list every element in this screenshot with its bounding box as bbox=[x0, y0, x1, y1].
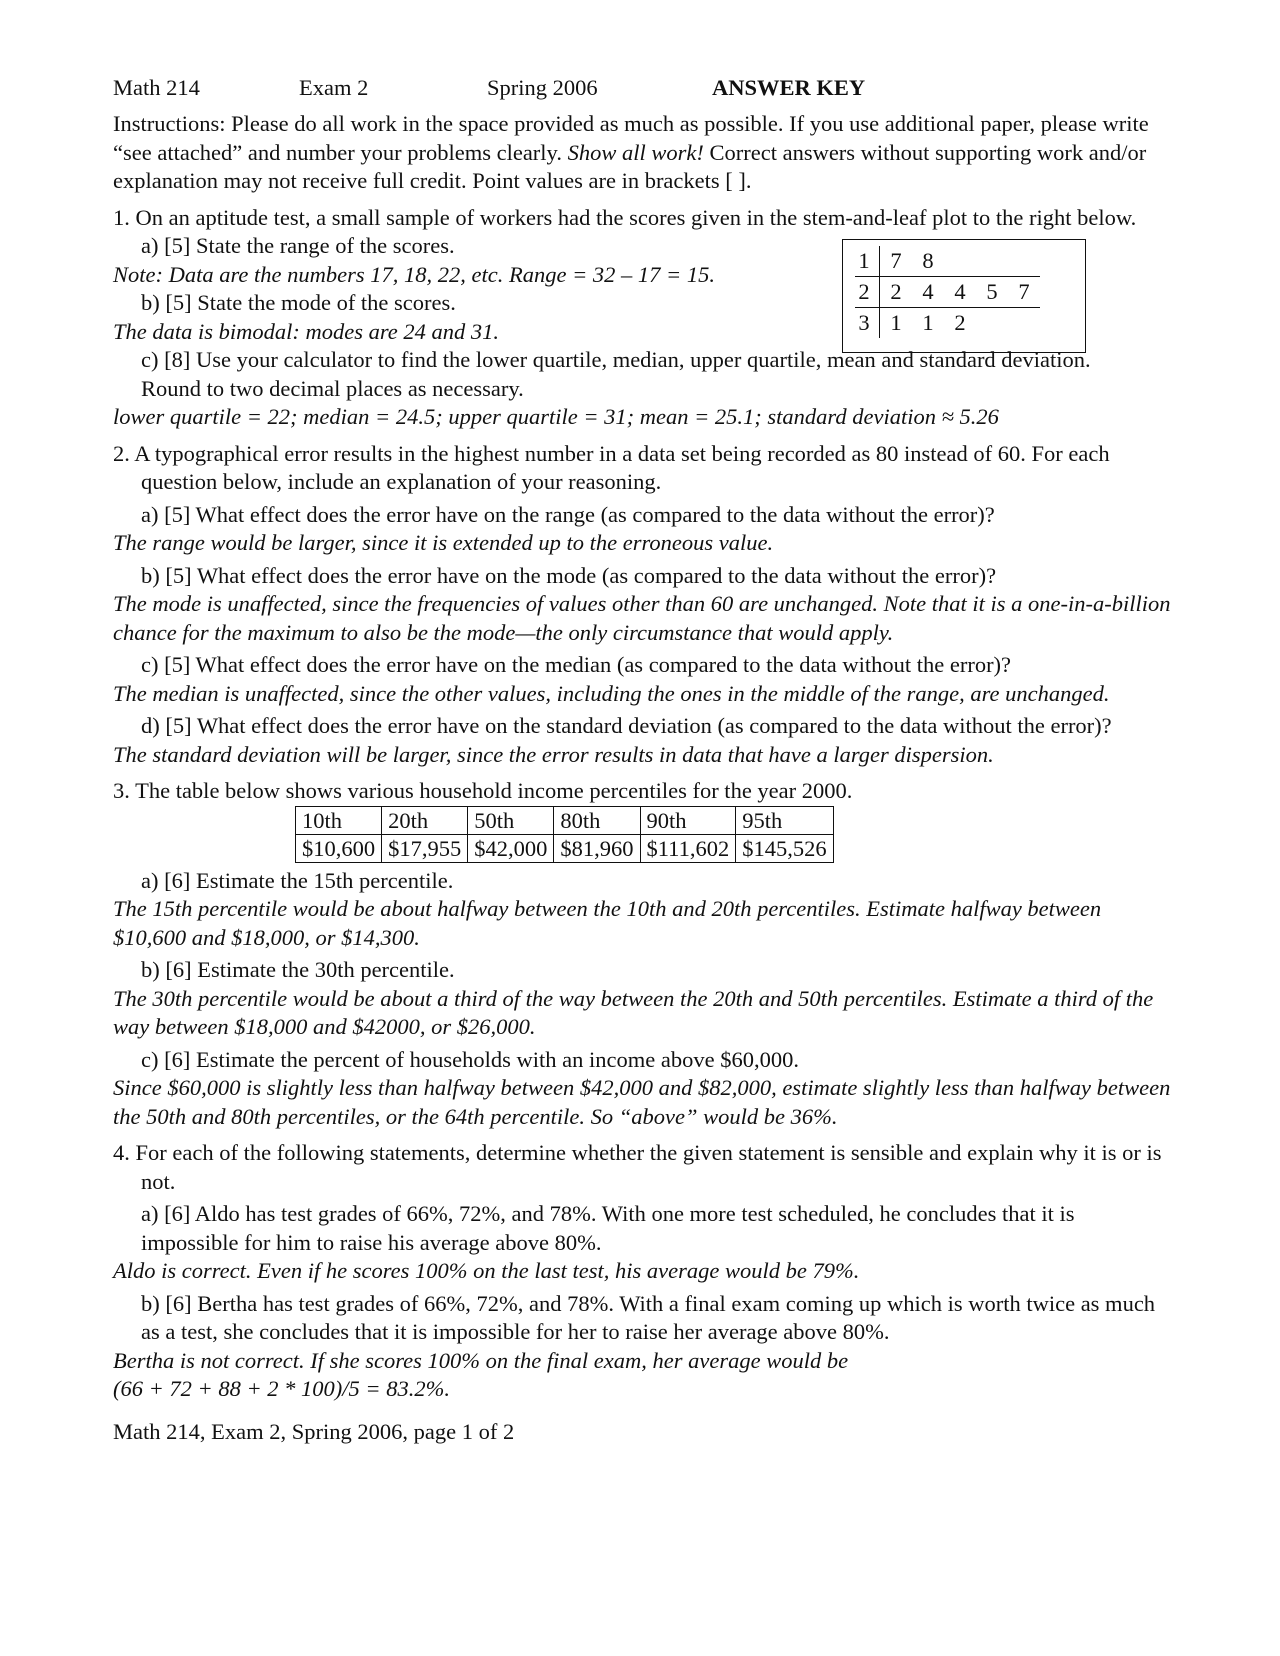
question-3 bbox=[113, 777, 1173, 1131]
table-cell: $145,526 bbox=[736, 834, 833, 862]
q2c-prompt: c) [5] What effect does the error have on the median (as compared to the data without the error)? bbox=[141, 652, 1012, 677]
stemleaf-row bbox=[855, 276, 1040, 307]
q3b-answer: The 30th percentile would be about a third of the way between the 20th and 50th percentiles. Estimate a third of the way between $18,000 and $42000, or $26,000. bbox=[113, 985, 1154, 1039]
question-4 bbox=[113, 1139, 1173, 1404]
q1c-answer: lower quartile = 22; median = 24.5; upper quartile = 31; mean = 25.1; standard deviation ≈ 5.26 bbox=[113, 404, 999, 429]
q4b-answer-line1: Bertha is not correct. If she scores 100% on the final exam, her average would be bbox=[113, 1347, 849, 1373]
instructions-emphasis: Show all work! bbox=[567, 139, 704, 165]
q1a-answer: Note: Data are the numbers 17, 18, 22, etc. Range = 32 – 17 = 15. bbox=[113, 261, 715, 287]
table-header-cell: 50th bbox=[468, 806, 554, 834]
q1a-prompt: a) [5] State the range of the scores. bbox=[141, 233, 455, 258]
leaf-cell: 5 bbox=[976, 276, 1008, 307]
leaf-cell: 2 bbox=[880, 276, 913, 307]
q3b-prompt: b) [6] Estimate the 30th percentile. bbox=[141, 957, 455, 982]
leaf-cell bbox=[1008, 307, 1040, 338]
leaf-cell bbox=[976, 246, 1008, 277]
table-header-cell: 10th bbox=[296, 806, 382, 834]
q3a-prompt: a) [6] Estimate the 15th percentile. bbox=[141, 867, 454, 893]
table-header-cell: 20th bbox=[382, 806, 468, 834]
leaf-cell bbox=[1008, 246, 1040, 277]
q3c-prompt: c) [6] Estimate the percent of households with an income above $60,000. bbox=[141, 1046, 799, 1072]
q2a-prompt: a) [5] What effect does the error have on the range (as compared to the data without the error)? bbox=[141, 501, 995, 527]
question-2 bbox=[113, 440, 1173, 770]
q2d-prompt: d) [5] What effect does the error have on the standard deviation (as compared to the data without the error)? bbox=[141, 713, 1112, 738]
exam-header bbox=[113, 74, 1173, 104]
table-cell: $111,602 bbox=[640, 834, 736, 862]
q2a-answer: The range would be larger, since it is extended up to the erroneous value. bbox=[113, 530, 774, 555]
q3-stem: 3. The table below shows various household income percentiles for the year 2000. bbox=[113, 778, 853, 803]
leaf-cell: 7 bbox=[1008, 276, 1040, 307]
percentile-table bbox=[295, 806, 834, 863]
stemleaf-row bbox=[855, 307, 1040, 338]
page-footer: Math 214, Exam 2, Spring 2006, page 1 of 2 bbox=[113, 1418, 515, 1444]
q1-stem: 1. On an aptitude test, a small sample of workers had the scores given in the stem-and-leaf plot to the right below. bbox=[113, 204, 1137, 230]
q2-stem: 2. A typographical error results in the highest number in a data set being recorded as 80 instead of 60. For each question below, include an explanation of your reasoning. bbox=[113, 440, 1110, 494]
instructions-text-1: Instructions: Please do all work in the space provided as much as possible. If you use additional paper, please write “see attached” and number your problems clearly. bbox=[113, 111, 1149, 165]
table-cell: $81,960 bbox=[554, 834, 640, 862]
leaf-cell: 1 bbox=[890, 309, 902, 335]
leaf-cell: 4 bbox=[912, 276, 944, 307]
table-header-cell: 90th bbox=[640, 806, 736, 834]
stem-cell: 3 bbox=[855, 307, 880, 338]
q1b-answer: The data is bimodal: modes are 24 and 31. bbox=[113, 318, 500, 344]
q4b-answer-line2: (66 + 72 + 88 + 2 * 100)/5 = 83.2%. bbox=[113, 1376, 450, 1401]
q4-stem: 4. For each of the following statements, determine whether the given statement is sensible and explain why it is or is not. bbox=[113, 1140, 1162, 1194]
exam-page bbox=[113, 74, 1173, 1446]
q1b-prompt: b) [5] State the mode of the scores. bbox=[141, 290, 456, 315]
q3c-answer: Since $60,000 is slightly less than halfway between $42,000 and $82,000, estimate slightly less than halfway between the 50th and 80th percentiles, or the 64th percentile. So “above” would be 36%. bbox=[113, 1075, 1171, 1129]
table-cell: $10,600 bbox=[296, 834, 382, 862]
stem-and-leaf-plot bbox=[842, 239, 1086, 353]
table-header-row bbox=[296, 806, 834, 834]
instructions bbox=[113, 110, 1173, 196]
leaf-cell: 2 bbox=[954, 309, 966, 335]
q1c-prompt: c) [8] Use your calculator to find the lower quartile, median, upper quartile, mean and standard deviation. Round to two decimal places as necessary. bbox=[141, 347, 1091, 401]
stem-cell: 2 bbox=[855, 276, 880, 307]
question-1 bbox=[113, 204, 1173, 432]
leaf-cell: 4 bbox=[944, 276, 976, 307]
q2b-prompt: b) [5] What effect does the error have on the mode (as compared to the data without the error)? bbox=[141, 562, 997, 588]
instructions-text-2: Correct answers without supporting work and/or explanation may not receive full credit. Point values are in brackets [ ]. bbox=[113, 139, 1147, 193]
table-cell: $42,000 bbox=[468, 834, 554, 862]
answer-key-label: ANSWER KEY bbox=[712, 75, 866, 100]
q4b-prompt: b) [6] Bertha has test grades of 66%, 72%, and 78%. With a final exam coming up which is worth twice as much as a test, she concludes that it is impossible for her to raise her average above 80%. bbox=[141, 1290, 1156, 1344]
table-header-cell: 80th bbox=[554, 806, 640, 834]
stem-cell: 1 bbox=[855, 246, 880, 277]
table-cell: $17,955 bbox=[382, 834, 468, 862]
leaf-cell bbox=[944, 246, 976, 277]
term-name: Spring 2006 bbox=[487, 75, 598, 100]
table-row bbox=[296, 834, 834, 862]
q2d-answer: The standard deviation will be larger, since the error results in data that have a larger dispersion. bbox=[113, 741, 994, 767]
exam-name: Exam 2 bbox=[299, 75, 369, 100]
q4a-answer: Aldo is correct. Even if he scores 100% on the last test, his average would be 79%. bbox=[113, 1258, 860, 1283]
stemleaf-row bbox=[855, 246, 1040, 277]
q2c-answer: The median is unaffected, since the other values, including the ones in the middle of the range, are unchanged. bbox=[113, 680, 1110, 706]
q2b-answer: The mode is unaffected, since the frequencies of values other than 60 are unchanged. Note that it is a one-in-a-billion chance for the maximum to also be the mode—the only circumstance that would apply. bbox=[113, 591, 1171, 645]
leaf-cell: 7 bbox=[890, 247, 902, 273]
course-name: Math 214 bbox=[113, 75, 200, 100]
leaf-cell: 1 bbox=[922, 309, 934, 335]
q4a-prompt: a) [6] Aldo has test grades of 66%, 72%, and 78%. With one more test scheduled, he concludes that it is impossible for him to raise his average above 80%. bbox=[141, 1201, 1075, 1255]
leaf-cell bbox=[976, 307, 1008, 338]
table-header-cell: 95th bbox=[736, 806, 833, 834]
leaf-cell: 8 bbox=[922, 247, 934, 273]
q3a-answer: The 15th percentile would be about halfway between the 10th and 20th percentiles. Estimate halfway between $10,600 and $18,000, or $14,300. bbox=[113, 896, 1102, 950]
